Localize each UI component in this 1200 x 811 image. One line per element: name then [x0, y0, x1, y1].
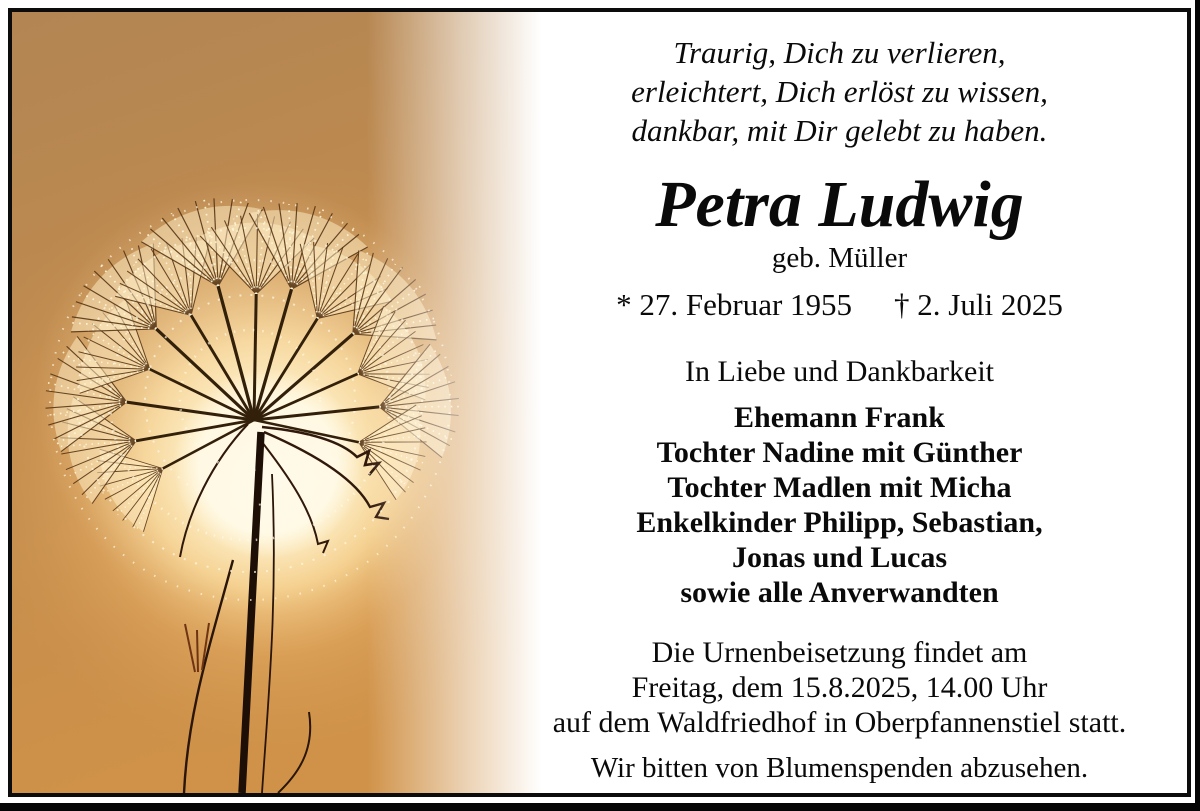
- mourner-line: Ehemann Frank: [734, 401, 945, 434]
- mourner-line: sowie alle Anverwandten: [680, 576, 999, 609]
- mourner-line: Jonas und Lucas: [731, 541, 948, 574]
- death-date: † 2. Juli 2025: [894, 287, 1063, 322]
- dandelion-sunset-illustration: [12, 12, 572, 793]
- verse-line: Traurig, Dich zu verlieren,: [673, 35, 1006, 70]
- mourner-line: Tochter Nadine mit Günther: [656, 436, 1023, 469]
- mourning-intro: In Liebe und Dankbarkeit: [684, 355, 995, 388]
- verse-line: dankbar, mit Dir gelebt zu haben.: [631, 113, 1048, 148]
- outer-border-right: [1195, 0, 1200, 811]
- notice-text: [492, 12, 1187, 793]
- dandelion-sunset-photo: [12, 12, 572, 793]
- funeral-line: Die Urnenbeisetzung findet am: [651, 636, 1028, 669]
- mourner-line: Tochter Madlen mit Micha: [667, 471, 1012, 504]
- birth-date: * 27. Februar 1955: [616, 287, 853, 322]
- outer-border-bottom: [0, 803, 1200, 811]
- funeral-line: auf dem Waldfriedhof in Oberpfannenstiel statt.: [552, 706, 1127, 739]
- verse-line: erleichtert, Dich erlöst zu wissen,: [631, 74, 1048, 109]
- funeral-details: [492, 635, 1187, 740]
- mourner-line: Enkelkinder Philipp, Sebastian,: [636, 506, 1043, 539]
- flowers-note: Wir bitten von Blumenspenden abzusehen.: [590, 752, 1089, 784]
- notice-frame: [8, 8, 1191, 797]
- mourners-list: [492, 400, 1187, 610]
- life-dates: [492, 287, 1187, 322]
- funeral-line: Freitag, dem 15.8.2025, 14.00 Uhr: [631, 671, 1048, 704]
- epitaph-verse: [492, 33, 1187, 150]
- deceased-name: Petra Ludwig: [655, 168, 1024, 241]
- maiden-name: geb. Müller: [771, 242, 908, 274]
